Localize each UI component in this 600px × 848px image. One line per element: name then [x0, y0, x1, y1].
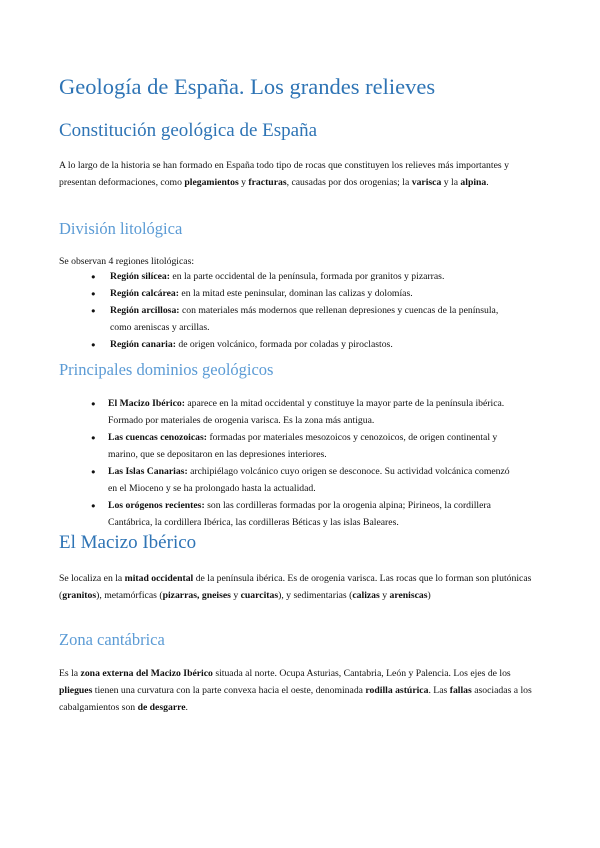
paragraph-cantabrica: Es la zona externa del Macizo Ibérico situada al norte. Ocupa Asturias, Cantabria, León y Palencia. Los ejes de los pliegues tienen una curvatura con la parte convexa hacia el oeste, denominada rodilla astúrica. Las fallas asociadas a los cabalgamientos son de desgarre.	[59, 668, 532, 713]
list-item: ● Los orógenos recientes: son las cordilleras formadas por la orogenia alpina; Pirineos, la cordillera Cantábrica, la cordillera Ibérica, las cordilleras Béticas y las islas Baleares.	[0, 497, 600, 531]
heading-macizo-iberico: El Macizo Ibérico	[59, 532, 197, 553]
bold-term: Los orógenos recientes:	[108, 500, 205, 511]
list-dominios-geologicos	[0, 395, 600, 531]
bold-term: Las cuencas cenozoicas:	[108, 432, 208, 443]
bold-term: Región arcillosa:	[110, 305, 180, 316]
paragraph-macizo: Se localiza en la mitad occidental de la península ibérica. Es de orogenia varisca. Las rocas que lo forman son plutónicas (granitos), metamórficas (pizarras, gneises y cuarcitas), y sedimentarias (calizas y areniscas)	[59, 573, 532, 601]
bold-term: granitos	[62, 590, 97, 601]
heading-dominios-geologicos: Principales dominios geológicos	[59, 360, 274, 379]
bold-term: Región calcárea:	[110, 288, 179, 299]
bold-term: El Macizo Ibérico:	[108, 398, 185, 409]
list-item: ● Región arcillosa: con materiales más modernos que rellenan depresiones y cuencas de la península, como areniscas y arcillas.	[0, 302, 600, 336]
list-item: ● Las Islas Canarias: archipiélago volcánico cuyo origen se desconoce. Su actividad volcánica comenzó en el Mioceno y se ha prolongado hasta la actualidad.	[0, 463, 600, 497]
bold-term: varisca	[411, 177, 442, 188]
bold-term: pizarras, gneises	[162, 590, 231, 601]
list-item: ● Las cuencas cenozoicas: formadas por materiales mesozoicos y cenozoicos, de origen continental y marino, que se depositaron en las depresiones interiores.	[0, 429, 600, 463]
list-item: ● Región calcárea: en la mitad este peninsular, dominan las calizas y dolomías.	[0, 285, 600, 302]
bold-term: rodilla astúrica	[365, 685, 429, 696]
paragraph-constitucion: A lo largo de la historia se han formado en España todo tipo de rocas que constituyen los relieves más importantes y presentan deformaciones, como plegamientos y fracturas, causadas por dos orogenias; la varisca y la alpina.	[59, 160, 509, 188]
bold-term: mitad occidental	[124, 573, 194, 584]
bold-term: Las Islas Canarias:	[108, 466, 188, 477]
bold-term: de desgarre	[137, 702, 186, 713]
bold-term: cuarcitas	[240, 590, 279, 601]
bold-term: zona externa del Macizo Ibérico	[80, 668, 213, 679]
bold-term: areniscas	[389, 590, 428, 601]
list-item: ● El Macizo Ibérico: aparece en la mitad occidental y constituye la mayor parte de la península ibérica. Formado por materiales de orogenia varisca. Es la zona más antigua.	[0, 395, 600, 429]
bold-term: plegamientos	[184, 177, 239, 188]
bold-term: Región canaria:	[110, 339, 176, 350]
bold-term: pliegues	[59, 685, 93, 696]
paragraph-litologica-intro: Se observan 4 regiones litológicas:	[59, 256, 195, 267]
bold-term: fracturas	[248, 177, 287, 188]
document-title: Geología de España. Los grandes relieves	[59, 74, 436, 99]
bold-term: fallas	[449, 685, 472, 696]
bold-term: Región silícea:	[110, 271, 170, 282]
list-item: ● Región canaria: de origen volcánico, formada por coladas y piroclastos.	[0, 336, 600, 353]
list-item: ● Región silícea: en la parte occidental de la península, formada por granitos y pizarras.	[0, 268, 600, 285]
heading-zona-cantabrica: Zona cantábrica	[59, 630, 165, 649]
heading-constitucion: Constitución geológica de España	[59, 120, 318, 141]
bold-term: alpina	[460, 177, 487, 188]
bold-term: calizas	[352, 590, 380, 601]
heading-division-litologica: División litológica	[59, 219, 183, 238]
list-regiones-litologicas	[0, 268, 600, 353]
